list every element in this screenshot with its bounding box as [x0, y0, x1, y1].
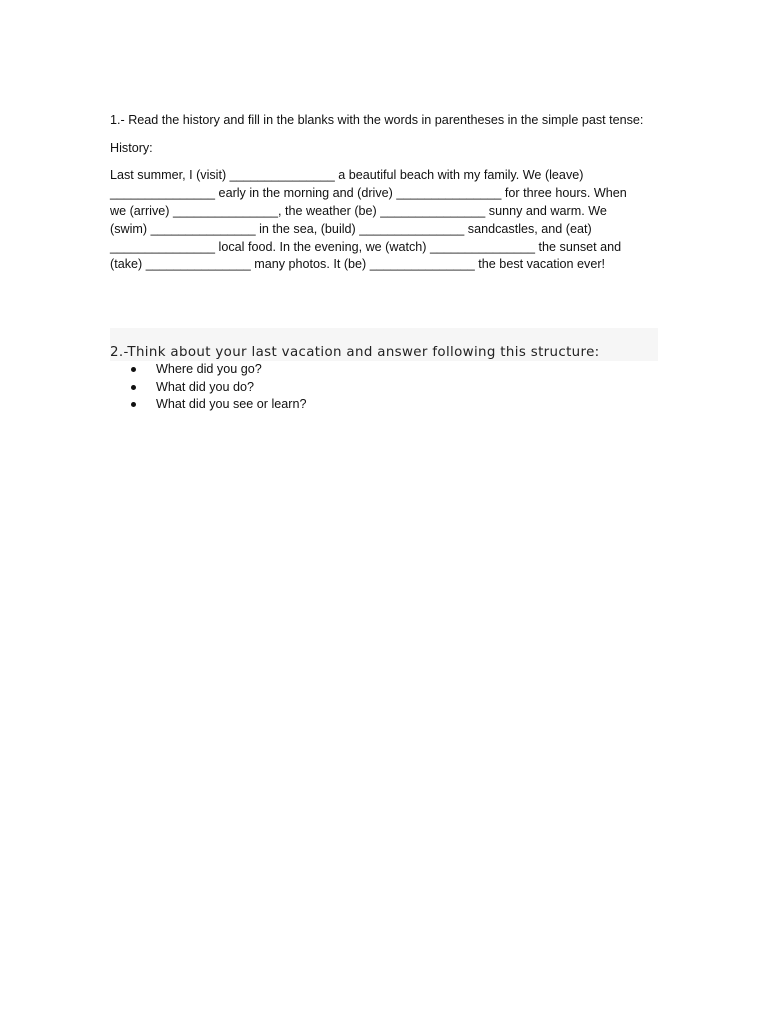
bullet-icon: [131, 367, 136, 372]
list-item-text: Where did you go?: [156, 362, 262, 376]
history-label: History:: [110, 140, 153, 155]
story-line: _______________ local food. In the evening, we (watch) _______________ the sunset and: [110, 239, 622, 254]
story-line: _______________ early in the morning and (drive) _______________ for three hours. When: [110, 186, 627, 201]
bullet-icon: [131, 402, 136, 407]
list-item: [110, 379, 307, 397]
story-paragraph: [110, 167, 658, 274]
question-1-section: [110, 112, 658, 274]
story-line: (swim) _______________ in the sea, (build) _______________ sandcastles, and (eat): [110, 221, 592, 236]
question-2-bullet-list: [110, 361, 307, 414]
story-line: Last summer, I (visit) _______________ a beautiful beach with my family. We (leave): [110, 168, 584, 183]
story-line: we (arrive) _______________, the weather (be) _______________ sunny and warm. We: [110, 204, 607, 218]
story-line: (take) _______________ many photos. It (be) _______________ the best vacation ever!: [110, 257, 606, 272]
list-item-text: What did you see or learn?: [156, 397, 307, 412]
list-item: [110, 396, 307, 414]
question-2-heading: 2.-Think about your last vacation and answer following this structure:: [110, 345, 600, 360]
list-item-text: What did you do?: [156, 379, 255, 394]
bullet-icon: [131, 385, 136, 390]
question-1-instruction: 1.- Read the history and fill in the blanks with the words in parentheses in the simple past tense:: [110, 113, 644, 127]
list-item: [110, 361, 307, 379]
